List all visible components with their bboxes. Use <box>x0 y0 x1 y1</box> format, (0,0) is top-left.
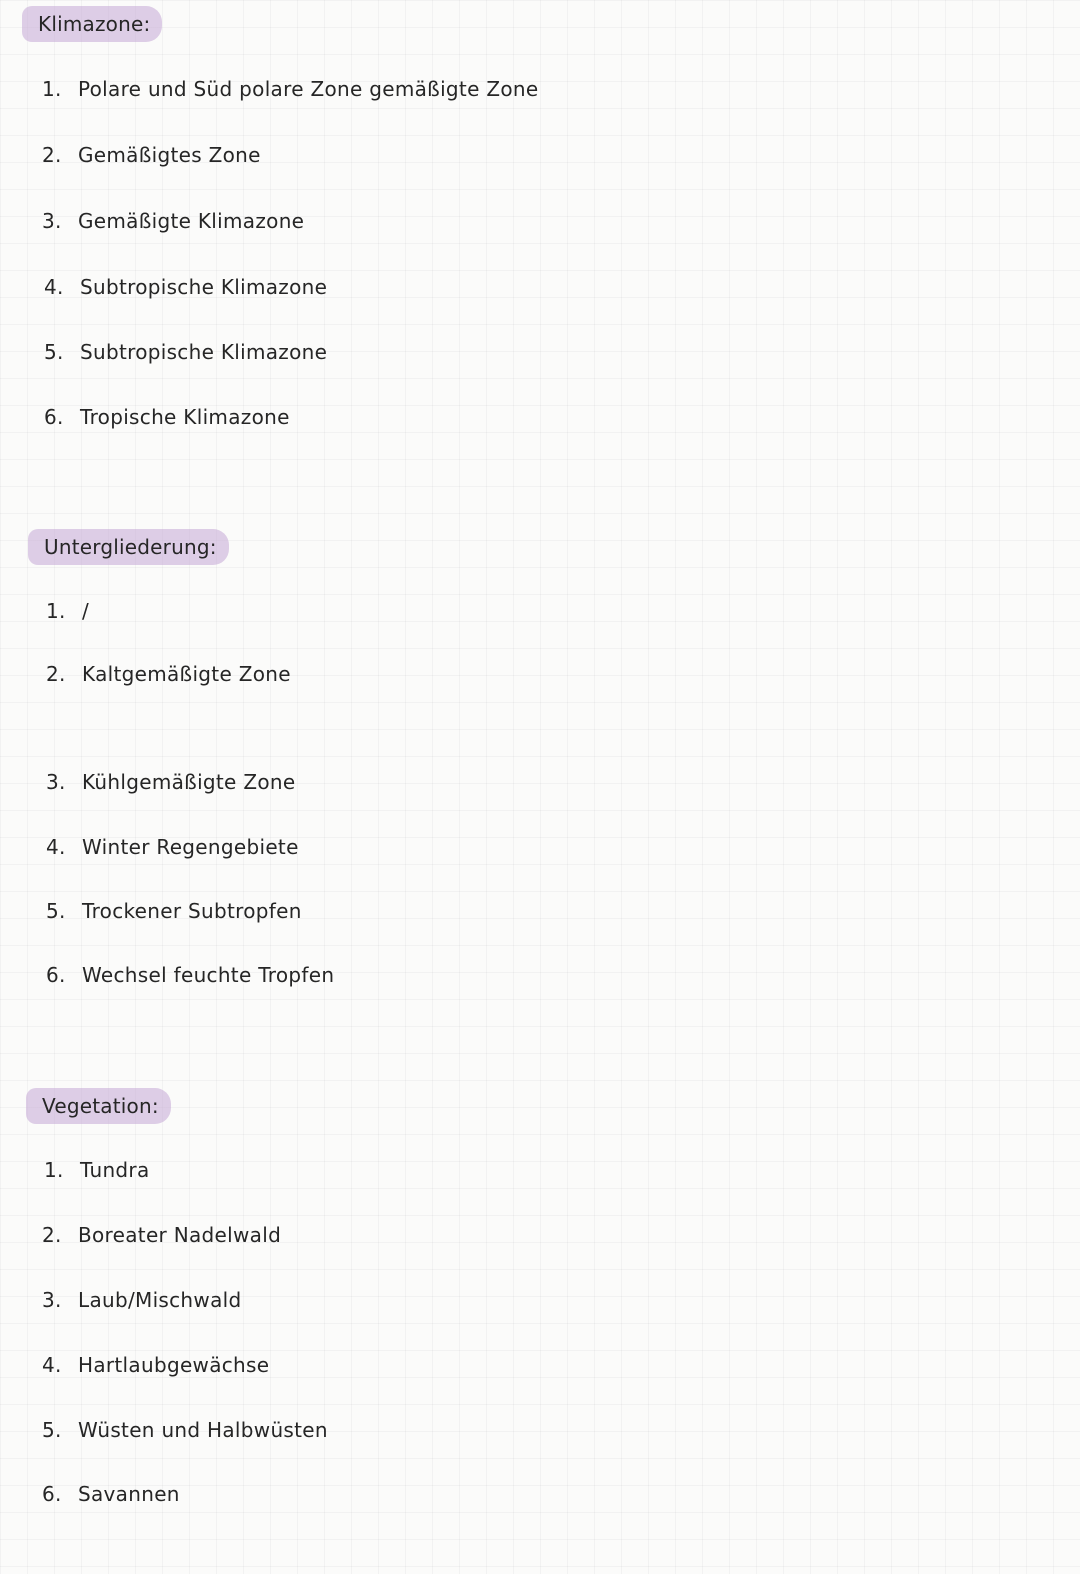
list-item <box>42 1416 328 1444</box>
list-item <box>42 1351 269 1379</box>
list-number: 4. <box>46 835 66 859</box>
list-text: Tundra <box>80 1158 150 1182</box>
list-item <box>42 75 538 103</box>
list-text: Tropische Klimazone <box>80 405 290 429</box>
list-item <box>46 897 302 925</box>
list-item <box>44 338 327 366</box>
list-text: Gemäßigtes Zone <box>78 143 261 167</box>
list-item <box>44 403 290 431</box>
list-number: 1. <box>46 599 66 623</box>
list-item <box>44 273 327 301</box>
list-number: 5. <box>42 1418 62 1442</box>
list-text: Polare und Süd polare Zone gemäßigte Zone <box>78 77 539 101</box>
list-text: Subtropische Klimazone <box>80 340 328 364</box>
list-text: / <box>82 599 90 623</box>
list-number: 1. <box>44 1158 64 1182</box>
list-number: 4. <box>44 275 64 299</box>
list-number: 4. <box>42 1353 62 1377</box>
list-number: 6. <box>42 1482 62 1506</box>
list-item <box>46 660 291 688</box>
list-number: 2. <box>42 1223 62 1247</box>
list-number: 1. <box>42 77 62 101</box>
list-text: Wüsten und Halbwüsten <box>78 1418 328 1442</box>
list-text: Trockener Subtropfen <box>82 899 302 923</box>
list-item <box>44 1156 150 1184</box>
untergliederung-heading: Untergliederung: <box>28 529 229 565</box>
list-item <box>46 833 299 861</box>
list-number: 6. <box>46 963 66 987</box>
list-number: 3. <box>42 209 62 233</box>
list-number: 5. <box>44 340 64 364</box>
list-text: Hartlaubgewächse <box>78 1353 270 1377</box>
list-text: Kaltgemäßigte Zone <box>82 662 291 686</box>
vegetation-heading: Vegetation: <box>26 1088 171 1124</box>
list-text: Subtropische Klimazone <box>80 275 328 299</box>
list-item <box>42 1286 241 1314</box>
list-number: 2. <box>42 143 62 167</box>
list-item <box>46 961 334 989</box>
list-number: 3. <box>42 1288 62 1312</box>
list-number: 3. <box>46 770 66 794</box>
list-number: 6. <box>44 405 64 429</box>
list-text: Kühlgemäßigte Zone <box>82 770 296 794</box>
list-text: Boreater Nadelwald <box>78 1223 282 1247</box>
list-number: 5. <box>46 899 66 923</box>
list-item <box>42 1221 281 1249</box>
list-text: Gemäßigte Klimazone <box>78 209 305 233</box>
list-item <box>46 597 89 625</box>
list-text: Laub/Mischwald <box>78 1288 242 1312</box>
list-item <box>42 1480 180 1508</box>
list-text: Winter Regengebiete <box>82 835 299 859</box>
list-text: Savannen <box>78 1482 180 1506</box>
klimazone-heading: Klimazone: <box>22 6 162 42</box>
list-number: 2. <box>46 662 66 686</box>
list-text: Wechsel feuchte Tropfen <box>82 963 335 987</box>
list-item <box>42 141 261 169</box>
list-item <box>42 207 304 235</box>
list-item <box>46 768 295 796</box>
